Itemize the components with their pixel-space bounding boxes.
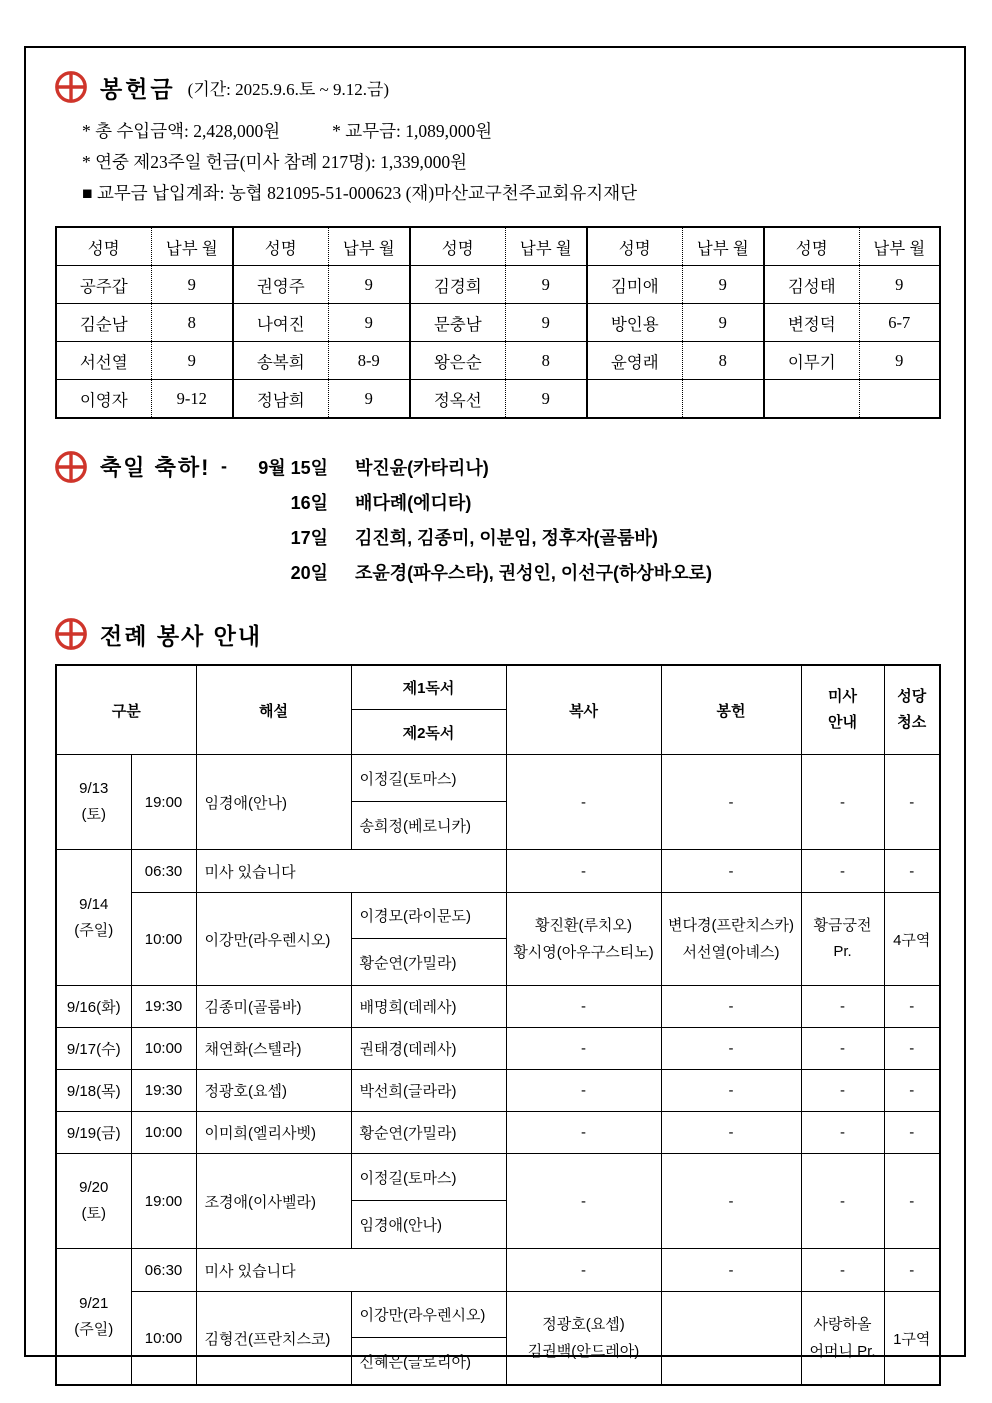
- haeseol-cell: 이강만(라우렌시오): [196, 893, 351, 986]
- month-header: 납부 월: [859, 227, 940, 266]
- haeseol-cell: 김종미(골룸바): [196, 986, 351, 1028]
- feast-day: 20일: [290, 562, 328, 583]
- notice-cell: 미사 있습니다: [196, 850, 506, 893]
- bongheon-cell: -: [661, 1028, 801, 1070]
- name-cell: 변정덕: [764, 304, 859, 342]
- liturgy-table: [55, 664, 941, 1386]
- misa-cell: -: [801, 1070, 884, 1112]
- table-row: [56, 1292, 940, 1386]
- col-boksa: 복사: [506, 665, 661, 755]
- date-cell: 9/13 (토): [56, 755, 131, 850]
- offering-line-1: [82, 116, 937, 147]
- name-cell: 김순남: [56, 304, 151, 342]
- misa-cell: -: [801, 1249, 884, 1292]
- boksa-cell: -: [506, 986, 661, 1028]
- table-row: [56, 266, 940, 304]
- month-cell: 9: [328, 304, 410, 342]
- time-cell: 06:30: [131, 850, 196, 893]
- name-cell: 나여진: [233, 304, 328, 342]
- cheongso-cell: -: [884, 1112, 940, 1154]
- reading-cell: 이정길(토마스) 임경애(안나): [351, 1154, 506, 1249]
- month-cell: 9: [859, 342, 940, 380]
- misa-cell: -: [801, 850, 884, 893]
- table-row: [56, 304, 940, 342]
- table-row: [56, 893, 940, 986]
- month-cell: 9: [505, 380, 587, 419]
- name-cell: [764, 380, 859, 419]
- feast-line: [54, 519, 937, 554]
- name-cell: 서선열: [56, 342, 151, 380]
- name-header: 성명: [233, 227, 328, 266]
- reading-cell: 이강만(라우렌시오) 신혜은(글로리아): [351, 1292, 506, 1386]
- payment-header-row: [56, 227, 940, 266]
- date-cell: 9/18(목): [56, 1070, 131, 1112]
- feast-line: [54, 449, 937, 484]
- sunday-offering: * 연중 제23주일 헌금(미사 참례 217명): 1,339,000원: [82, 152, 468, 172]
- bongheon-cell: -: [661, 755, 801, 850]
- bulletin-sheet: [24, 46, 966, 1371]
- col-cheongso: 성당 청소: [884, 665, 940, 755]
- month-header: 납부 월: [682, 227, 764, 266]
- table-row: [56, 1249, 940, 1292]
- name-cell: 김경희: [410, 266, 505, 304]
- offering-period: (기간: 2025.9.6.토 ~ 9.12.금): [187, 79, 390, 99]
- boksa-cell: -: [506, 1028, 661, 1070]
- misa-cell: -: [801, 1154, 884, 1249]
- reading-cell: 박선희(글라라): [351, 1070, 506, 1112]
- time-cell: 10:00: [131, 893, 196, 986]
- boksa-cell: 정광호(요셉) 김권백(안드레아): [506, 1292, 661, 1386]
- date-cell: 9/14 (주일): [56, 850, 131, 986]
- liturgy-heading: [54, 617, 937, 651]
- feast-line: [54, 554, 937, 589]
- name-header: 성명: [56, 227, 151, 266]
- bongheon-cell: [661, 1292, 801, 1386]
- name-cell: 정옥선: [410, 380, 505, 419]
- feast-day: 16일: [290, 492, 328, 513]
- table-row: [56, 1028, 940, 1070]
- cheongso-cell: 1구역: [884, 1292, 940, 1386]
- month-header: 납부 월: [328, 227, 410, 266]
- feast-day: 17일: [290, 527, 328, 548]
- month-cell: 8-9: [328, 342, 410, 380]
- name-cell: [587, 380, 682, 419]
- reading-cell: 황순연(가밀라): [351, 1112, 506, 1154]
- name-header: 성명: [410, 227, 505, 266]
- table-row: [56, 1112, 940, 1154]
- month-cell: 8: [682, 342, 764, 380]
- feast-names: 김진희, 김종미, 이분임, 정후자(골룸바): [355, 527, 658, 548]
- liturgy-header-row: [56, 665, 940, 755]
- feast-day: 9월 15일: [258, 457, 328, 478]
- payment-table: [55, 226, 941, 419]
- time-cell: 19:30: [131, 1070, 196, 1112]
- name-cell: 방인용: [587, 304, 682, 342]
- month-cell: [859, 380, 940, 419]
- cheongso-cell: 4구역: [884, 893, 940, 986]
- boksa-cell: 황진환(루치오) 황시영(아우구스티노): [506, 893, 661, 986]
- time-cell: 19:00: [131, 1154, 196, 1249]
- month-cell: 9: [151, 266, 233, 304]
- table-row: [56, 342, 940, 380]
- month-cell: 9: [328, 266, 410, 304]
- month-header: 납부 월: [505, 227, 587, 266]
- misa-cell: -: [801, 755, 884, 850]
- name-cell: 정남희: [233, 380, 328, 419]
- month-cell: 9: [505, 266, 587, 304]
- misa-cell: 황금궁전 Pr.: [801, 893, 884, 986]
- feast-names: 조윤경(파우스타), 권성인, 이선구(하상바오로): [355, 562, 712, 583]
- date-cell: 9/20 (토): [56, 1154, 131, 1249]
- month-header: 납부 월: [151, 227, 233, 266]
- offering-heading: [54, 70, 937, 104]
- boksa-cell: -: [506, 1249, 661, 1292]
- col-reading2: 제2독서: [402, 724, 455, 742]
- col-haeseol: 해설: [196, 665, 351, 755]
- feast-heading: [54, 450, 211, 484]
- date-cell: 9/16(화): [56, 986, 131, 1028]
- feast-line: [54, 484, 937, 519]
- table-row: [56, 380, 940, 419]
- misa-cell: -: [801, 1028, 884, 1070]
- col-gubun: 구분: [56, 665, 196, 755]
- bongheon-cell: -: [661, 1249, 801, 1292]
- month-cell: 9: [151, 342, 233, 380]
- table-row: [56, 1154, 940, 1249]
- time-cell: 10:00: [131, 1292, 196, 1386]
- feast-section: [54, 449, 937, 589]
- bongheon-cell: 변다경(프란치스카) 서선열(아녜스): [661, 893, 801, 986]
- misa-cell: -: [801, 986, 884, 1028]
- name-cell: 이영자: [56, 380, 151, 419]
- reading-cell: 이정길(토마스) 송희정(베로니카): [351, 755, 506, 850]
- name-cell: 권영주: [233, 266, 328, 304]
- haeseol-cell: 임경애(안나): [196, 755, 351, 850]
- name-header: 성명: [764, 227, 859, 266]
- haeseol-cell: 김형건(프란치스코): [196, 1292, 351, 1386]
- account-info: ■ 교무금 납입계좌: 농협 821095-51-000623 (재)마산교구천주교회유지재단: [82, 183, 638, 203]
- boksa-cell: -: [506, 1070, 661, 1112]
- month-cell: 8: [151, 304, 233, 342]
- month-cell: 6-7: [859, 304, 940, 342]
- total-income: * 총 수입금액: 2,428,000원: [82, 121, 281, 141]
- bongheon-cell: -: [661, 1070, 801, 1112]
- time-cell: 19:30: [131, 986, 196, 1028]
- haeseol-cell: 조경애(이사벨라): [196, 1154, 351, 1249]
- month-cell: 8: [505, 342, 587, 380]
- offering-title: 봉헌금: [100, 75, 176, 102]
- date-cell: 9/19(금): [56, 1112, 131, 1154]
- col-reading1: 제1독서: [352, 666, 506, 710]
- boksa-cell: -: [506, 1112, 661, 1154]
- haeseol-cell: 채연화(스텔라): [196, 1028, 351, 1070]
- name-cell: 김미애: [587, 266, 682, 304]
- col-readings: [351, 665, 506, 755]
- month-cell: 9-12: [151, 380, 233, 419]
- bongheon-cell: -: [661, 986, 801, 1028]
- liturgy-title: 전례 봉사 안내: [100, 622, 263, 649]
- name-cell: 왕은순: [410, 342, 505, 380]
- table-row: [56, 986, 940, 1028]
- reading-cell: 이경모(라이문도) 황순연(가밀라): [351, 893, 506, 986]
- table-row: [56, 1070, 940, 1112]
- bongheon-cell: -: [661, 850, 801, 893]
- date-cell: 9/21 (주일): [56, 1249, 131, 1386]
- time-cell: 06:30: [131, 1249, 196, 1292]
- feast-names: 배다례(에디타): [355, 492, 472, 513]
- cheongso-cell: -: [884, 850, 940, 893]
- month-cell: 9: [328, 380, 410, 419]
- misa-cell: -: [801, 1112, 884, 1154]
- name-cell: 윤영래: [587, 342, 682, 380]
- gyomu-amount: * 교무금: 1,089,000원: [332, 121, 493, 141]
- haeseol-cell: 이미희(엘리사벳): [196, 1112, 351, 1154]
- boksa-cell: -: [506, 755, 661, 850]
- cross-circle-icon: [54, 450, 88, 484]
- name-cell: 이무기: [764, 342, 859, 380]
- table-row: [56, 755, 940, 850]
- boksa-cell: -: [506, 850, 661, 893]
- name-cell: 공주갑: [56, 266, 151, 304]
- misa-cell: 사랑하올 어머니 Pr.: [801, 1292, 884, 1386]
- cheongso-cell: -: [884, 755, 940, 850]
- cheongso-cell: -: [884, 1249, 940, 1292]
- name-cell: 문충남: [410, 304, 505, 342]
- haeseol-cell: 정광호(요셉): [196, 1070, 351, 1112]
- month-cell: 9: [682, 304, 764, 342]
- month-cell: 9: [682, 266, 764, 304]
- month-cell: [682, 380, 764, 419]
- cheongso-cell: -: [884, 1028, 940, 1070]
- date-cell: 9/17(수): [56, 1028, 131, 1070]
- time-cell: 10:00: [131, 1112, 196, 1154]
- cross-circle-icon: [54, 617, 88, 651]
- bongheon-cell: -: [661, 1112, 801, 1154]
- cross-circle-icon: [54, 70, 88, 104]
- cheongso-cell: -: [884, 1154, 940, 1249]
- boksa-cell: -: [506, 1154, 661, 1249]
- col-bongheon: 봉헌: [661, 665, 801, 755]
- time-cell: 19:00: [131, 755, 196, 850]
- name-cell: 송복희: [233, 342, 328, 380]
- month-cell: 9: [505, 304, 587, 342]
- table-row: [56, 850, 940, 893]
- reading-cell: 배명희(데레사): [351, 986, 506, 1028]
- notice-cell: 미사 있습니다: [196, 1249, 506, 1292]
- cheongso-cell: -: [884, 1070, 940, 1112]
- bongheon-cell: -: [661, 1154, 801, 1249]
- name-cell: 김성태: [764, 266, 859, 304]
- feast-dash: -: [221, 456, 227, 476]
- reading-cell: 권태경(데레사): [351, 1028, 506, 1070]
- offering-summary: [82, 116, 937, 209]
- feast-title: 축일 축하!: [100, 455, 211, 480]
- time-cell: 10:00: [131, 1028, 196, 1070]
- col-misa-annae: 미사 안내: [801, 665, 884, 755]
- cheongso-cell: -: [884, 986, 940, 1028]
- month-cell: 9: [859, 266, 940, 304]
- feast-names: 박진윤(카타리나): [355, 457, 489, 478]
- name-header: 성명: [587, 227, 682, 266]
